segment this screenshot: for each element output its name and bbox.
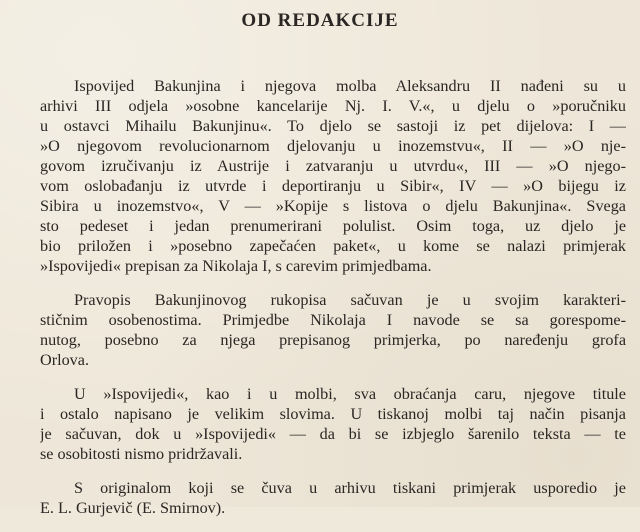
paragraph-1 — [40, 76, 626, 276]
paragraph-3 — [40, 384, 626, 464]
text-line: nutog, posebno za njega prepisanog primjerka, po naređenju grofa — [40, 331, 626, 349]
text-line: i ostalo napisano je velikim slovima. U tiskanoj molbi taj način pisanja — [40, 405, 626, 423]
text-line: »Ispovijedi« prepisan za Nikolaja I, s carevim primjedbama. — [40, 257, 432, 275]
text-line: Orlova. — [40, 351, 89, 369]
page-title: OD REDAKCIJE — [241, 10, 399, 31]
text-line: govom izručivanju iz Austrije i zatvaranju u utvrdu«, III — »O njego- — [40, 157, 626, 175]
text-line: »O njegovom revolucionarnom djelovanju u inozemstvu«, II — »O nje- — [40, 137, 626, 155]
text-line: u ostavci Mihailu Bakunjinu«. To djelo se sastoji iz pet dijelova: I — — [40, 117, 626, 135]
text-line: stičnim osobenostima. Primjedbe Nikolaja I navode se sa gorespome- — [40, 311, 626, 329]
text-line: sto pedeset i jedan prenumerirani polulist. Osim toga, uz djelo je — [40, 217, 626, 235]
text-line: E. L. Gurjevič (E. Smirnov). — [40, 499, 226, 517]
text-line: Ispovijed Bakunjina i njegova molba Aleksandru II nađeni su u — [74, 77, 626, 95]
text-line: se osobitosti nismo pridržavali. — [40, 445, 243, 463]
text-line: bio priložen i »posebno zapečaćen paket«, u kome se nalazi primjerak — [40, 237, 626, 255]
paragraph-4 — [40, 478, 626, 518]
text-line: arhivi III odjela »osobne kancelarije Nj. I. V.«, u djelu o »poručniku — [40, 97, 626, 115]
text-line: S originalom koji se čuva u arhivu tiskani primjerak usporedio je — [74, 479, 626, 497]
text-line: Sibira u inozemstvo«, V — »Kopije s listova o djelu Bakunjina«. Svega — [40, 197, 626, 215]
page-body — [40, 76, 626, 532]
text-line: je sačuvan, dok u »Ispovijedi« — da bi se izbjeglo šarenilo teksta — te — [40, 425, 626, 443]
paragraph-2 — [40, 290, 626, 370]
text-line: vom oslobađanju iz utvrde i deportiranju u Sibir«, IV — »O bijegu iz — [40, 177, 626, 195]
text-line: Pravopis Bakunjinovog rukopisa sačuvan je u svojim karakteri- — [74, 291, 626, 309]
text-line: U »Ispovijedi«, kao i u molbi, sva obraćanja caru, njegove titule — [74, 385, 626, 403]
